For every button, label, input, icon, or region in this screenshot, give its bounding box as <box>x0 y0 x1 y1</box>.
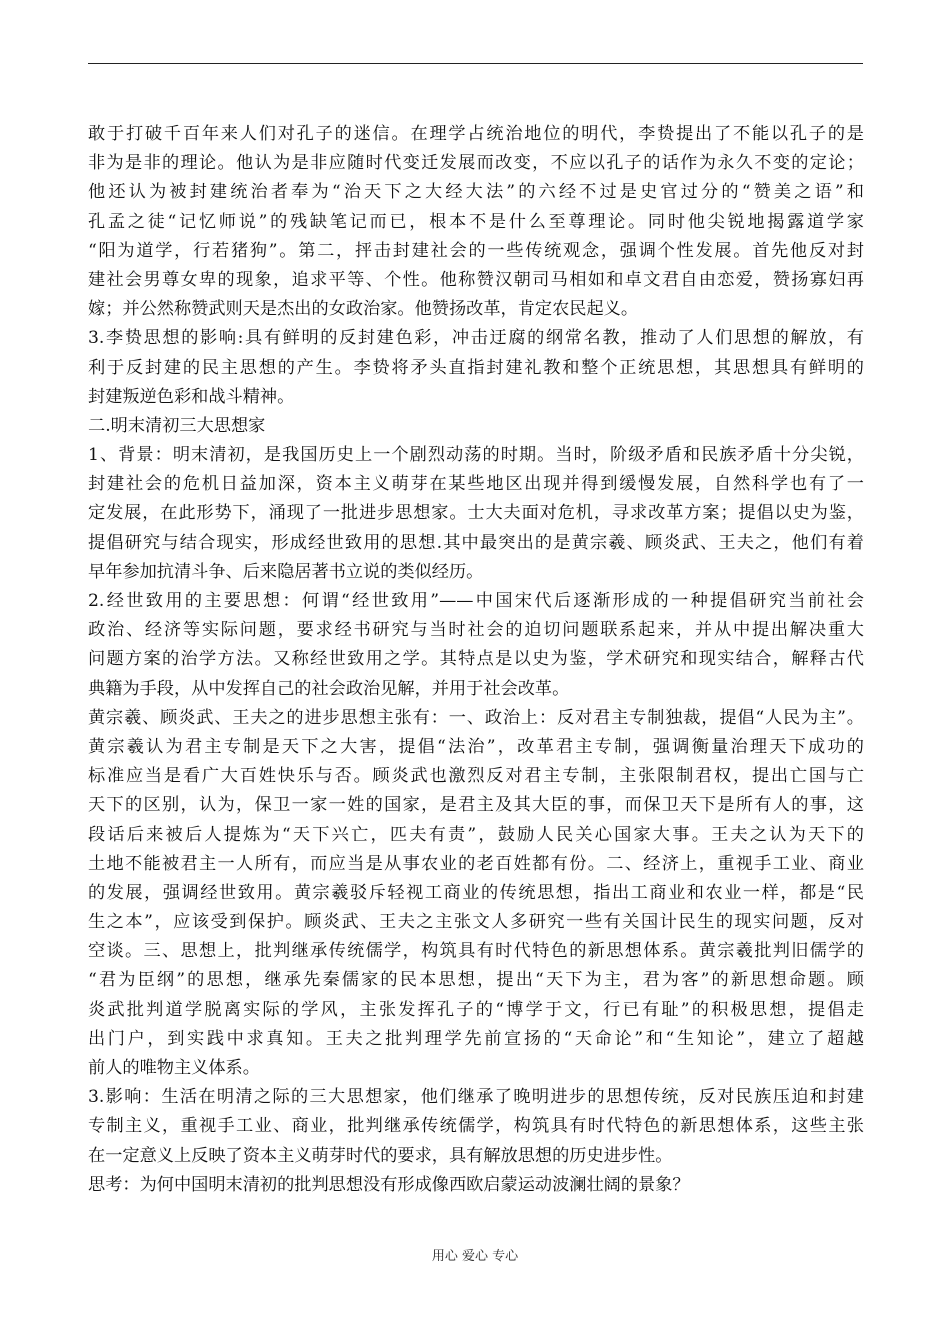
text-line: 2.经世致用的主要思想：何谓“经世致用”——中国宋代后逐渐形成的一种提倡研究当前社会 <box>88 591 864 611</box>
text-line: 二.明末清初三大思想家 <box>88 415 266 436</box>
text-line: 天下的区别，认为，保卫一家一姓的国家，是君主及其大臣的事，而保卫天下是所有人的事，这 <box>88 795 864 816</box>
text-line: “阳为道学，行若猪狗”。第二，抨击封建社会的一些传统观念，强调个性发展。首先他反对封 <box>88 240 864 261</box>
text-line: 提倡研究与结合现实，形成经世致用的思想.其中最突出的是黄宗羲、顾炎武、王夫之，他们有着 <box>88 532 864 553</box>
text-line: 生之本”，应该受到保护。顾炎武、王夫之主张文人多研究一些有关国计民生的现实问题，反对 <box>88 912 864 933</box>
document-body <box>88 120 864 1200</box>
text-line: 空谈。三、思想上，批判继承传统儒学，构筑具有时代特色的新思想体系。黄宗羲批判旧儒学的 <box>88 941 864 962</box>
text-line: 黄宗羲、顾炎武、王夫之的进步思想主张有：一、政治上：反对君主专制独裁，提倡“人民为主”。 <box>88 707 864 728</box>
text-line: 非为是非的理论。他认为是非应随时代变迁发展而改变，不应以孔子的话作为永久不变的定论； <box>88 153 864 174</box>
text-line: 封建社会的危机日益加深，资本主义萌芽在某些地区出现并得到缓慢发展，自然科学也有了一 <box>88 474 864 495</box>
text-line: 问题方案的治学方法。又称经世致用之学。其特点是以史为鉴，学术研究和现实结合，解释古代 <box>88 649 864 670</box>
text-line: 他还认为被封建统治者奉为“治天下之大经大法”的六经不过是史官过分的“赞美之语”和 <box>88 182 864 203</box>
text-line: 典籍为手段，从中发挥自己的社会政治见解，并用于社会改革。 <box>88 678 570 699</box>
text-line: “君为臣纲”的思想，继承先秦儒家的民本思想，提出“天下为主，君为客”的新思想命题。顾 <box>88 970 864 991</box>
text-line: 3.李贽思想的影响:具有鲜明的反封建色彩，冲击迂腐的纲常名教，推动了人们思想的解放，有 <box>88 328 864 349</box>
text-line: 的发展，强调经世致用。黄宗羲驳斥轻视工商业的传统思想，指出工商业和农业一样，都是“民 <box>88 882 864 903</box>
header-rule <box>88 63 863 64</box>
text-line: 前人的唯物主义体系。 <box>88 1058 260 1078</box>
text-line: 黄宗羲认为君主专制是天下之大害，提倡“法治”，改革君主专制，强调衡量治理天下成功的 <box>88 736 864 757</box>
text-line: 3.影响：生活在明清之际的三大思想家，他们继承了晚明进步的思想传统，反对民族压迫和封建 <box>88 1087 864 1108</box>
text-line: 利于反封建的民主思想的产生。李贽将矛头直指封建礼教和整个正统思想，其思想具有鲜明的 <box>88 357 864 378</box>
text-line: 段话后来被后人提炼为“天下兴亡，匹夫有责”，鼓励人民关心国家大事。王夫之认为天下的 <box>88 824 864 845</box>
text-line: 思考：为何中国明末清初的批判思想没有形成像西欧启蒙运动波澜壮阔的景象？ <box>88 1174 690 1195</box>
text-line: 土地不能被君主一人所有，而应当是从事农业的老百姓都有份。二、经济上，重视手工业、商业 <box>88 853 864 874</box>
text-line: 嫁；并公然称赞武则天是杰出的女政治家。他赞扬改革，肯定农民起义。 <box>88 299 639 320</box>
text-line: 在一定意义上反映了资本主义萌芽时代的要求，具有解放思想的历史进步性。 <box>88 1145 673 1166</box>
text-line: 专制主义，重视手工业、商业，批判继承传统儒学，构筑具有时代特色的新思想体系，这些主张 <box>88 1116 864 1137</box>
page-footer: 用心 爱心 专心 <box>431 1249 519 1264</box>
text-line: 炎武批判道学脱离实际的学风，主张发挥孔子的“博学于文，行已有耻”的积极思想，提倡走 <box>88 999 864 1020</box>
text-line: 敢于打破千百年来人们对孔子的迷信。在理学占统治地位的明代，李贽提出了不能以孔子的是 <box>88 124 864 144</box>
text-line: 定发展，在此形势下，涌现了一批进步思想家。士大夫面对危机，寻求改革方案；提倡以史为鉴， <box>88 503 864 524</box>
text-line: 孔孟之徒“记忆师说”的残缺笔记而已，根本不是什么至尊理论。同时他尖锐地揭露道学家 <box>88 211 864 232</box>
text-line: 封建叛逆色彩和战斗精神。 <box>88 386 295 407</box>
text-line: 政治、经济等实际问题，要求经书研究与当时社会的迫切问题联系起来，并从中提出解决重大 <box>88 620 864 641</box>
text-line: 出门户，到实践中求真知。王夫之批判理学先前宣扬的“天命论”和“生知论”，建立了超越 <box>88 1028 864 1049</box>
text-line: 1、背景：明末清初，是我国历史上一个剧烈动荡的时期。当时，阶级矛盾和民族矛盾十分尖锐， <box>88 445 864 466</box>
text-line: 标准应当是看广大百姓快乐与否。顾炎武也激烈反对君主专制，主张限制君权，提出亡国与亡 <box>88 766 864 787</box>
text-line: 建社会男尊女卑的现象，追求平等、个性。他称赞汉朝司马相如和卓文君自由恋爱，赞扬寡妇再 <box>88 269 864 290</box>
text-line: 早年参加抗清斗争、后来隐居著书立说的类似经历。 <box>88 561 484 582</box>
